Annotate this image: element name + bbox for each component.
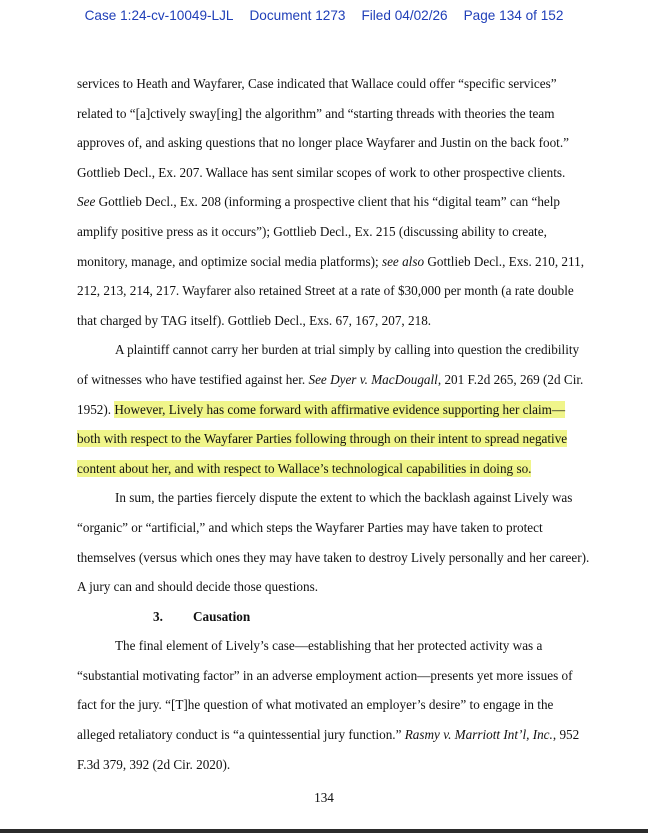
- text-line: themselves (versus which ones they may have taken to destroy Lively personally and her career).: [77, 549, 590, 565]
- text-line: [77, 454, 577, 484]
- case-citation: See Dyer v. MacDougall: [308, 371, 438, 387]
- highlighted-text: content about her, and with respect to Wallace’s technological capabilities in doing so.: [77, 460, 532, 476]
- text-line: [77, 720, 580, 750]
- highlighted-text: However, Lively has come forward with affirmative evidence supporting her claim—: [114, 401, 566, 417]
- text-line: 212, 213, 214, 217. Wayfarer also retained Street at a rate of $30,000 per month (a rate double: [77, 283, 574, 299]
- text-line: F.3d 379, 392 (2d Cir. 2020).: [77, 756, 231, 772]
- text-line: related to “[a]ctively sway[ing] the algorithm” and “starting threads with theories the team: [77, 105, 555, 121]
- signal-italic: see also: [381, 253, 425, 269]
- text-line: fact for the jury. “[T]he question of what motivated an employer’s desire” to engage in the: [77, 697, 554, 713]
- text-run: Gottlieb Decl., Exs. 210, 211,: [424, 253, 584, 269]
- text-run: of witnesses who have testified against her.: [77, 371, 309, 387]
- text-run: monitory, manage, and optimize social media platforms);: [77, 253, 382, 269]
- document-body: [77, 69, 590, 779]
- text-line: approves of, and asking questions that no longer place Wayfarer and Justin on the back foot.”: [77, 135, 569, 151]
- signal-italic: See: [77, 194, 96, 210]
- case-number: Case 1:24-cv-10049-LJL: [84, 8, 234, 23]
- case-citation: Rasmy v. Marriott Int’l, Inc.: [404, 727, 553, 743]
- paragraph-1: [77, 69, 584, 335]
- section-number: 3.: [153, 608, 163, 624]
- text-line: [77, 247, 584, 277]
- text-line: A jury can and should decide those questions.: [77, 579, 318, 595]
- text-line: The final element of Lively’s case—establishing that her protected activity was a: [115, 638, 543, 654]
- text-run: Gottlieb Decl., Ex. 208 (informing a prospective client that his “digital team” can “help: [95, 194, 561, 210]
- section-title: Causation: [193, 608, 251, 624]
- text-line: [77, 424, 577, 454]
- text-line: [77, 187, 577, 217]
- text-run: , 952: [552, 727, 580, 743]
- paragraph-2: [77, 335, 584, 483]
- paragraph-4: [77, 631, 580, 779]
- text-line: A plaintiff cannot carry her burden at trial simply by calling into question the credibility: [115, 342, 580, 358]
- text-line: “organic” or “artificial,” and which steps the Wayfarer Parties may have taken to protect: [77, 519, 543, 535]
- text-line: [77, 365, 584, 395]
- text-line: amplify positive press as it occurs”); Gottlieb Decl., Ex. 215 (discussing ability to create,: [77, 223, 547, 239]
- text-line: that charged by TAG itself). Gottlieb Decl., Exs. 67, 167, 207, 218.: [77, 312, 432, 328]
- text-line: [77, 395, 577, 425]
- text-line: In sum, the parties fiercely dispute the extent to which the backlash against Lively was: [115, 490, 573, 506]
- bottom-border: [0, 829, 648, 833]
- ecf-header: [0, 8, 648, 23]
- text-run: 1952).: [77, 401, 115, 417]
- text-line: Gottlieb Decl., Ex. 207. Wallace has sent similar scopes of work to other prospective clients.: [77, 164, 566, 180]
- document-number: Document 1273: [249, 8, 346, 23]
- page-number: 134: [314, 790, 334, 805]
- filed-date: Filed 04/02/26: [361, 8, 448, 23]
- text-line: “substantial motivating factor” in an adverse employment action—presents yet more issues of: [77, 667, 573, 683]
- text-run: , 201 F.2d 265, 269 (2d Cir.: [437, 371, 584, 387]
- section-heading: [77, 602, 577, 632]
- text-line: services to Heath and Wayfarer, Case indicated that Wallace could offer “specific services”: [77, 76, 557, 91]
- text-run: alleged retaliatory conduct is “a quintessential jury function.”: [77, 727, 405, 743]
- paragraph-3: [77, 483, 590, 601]
- page-of-total: Page 134 of 152: [463, 8, 564, 23]
- highlighted-text: both with respect to the Wayfarer Parties following through on their intent to spread negative: [77, 431, 568, 447]
